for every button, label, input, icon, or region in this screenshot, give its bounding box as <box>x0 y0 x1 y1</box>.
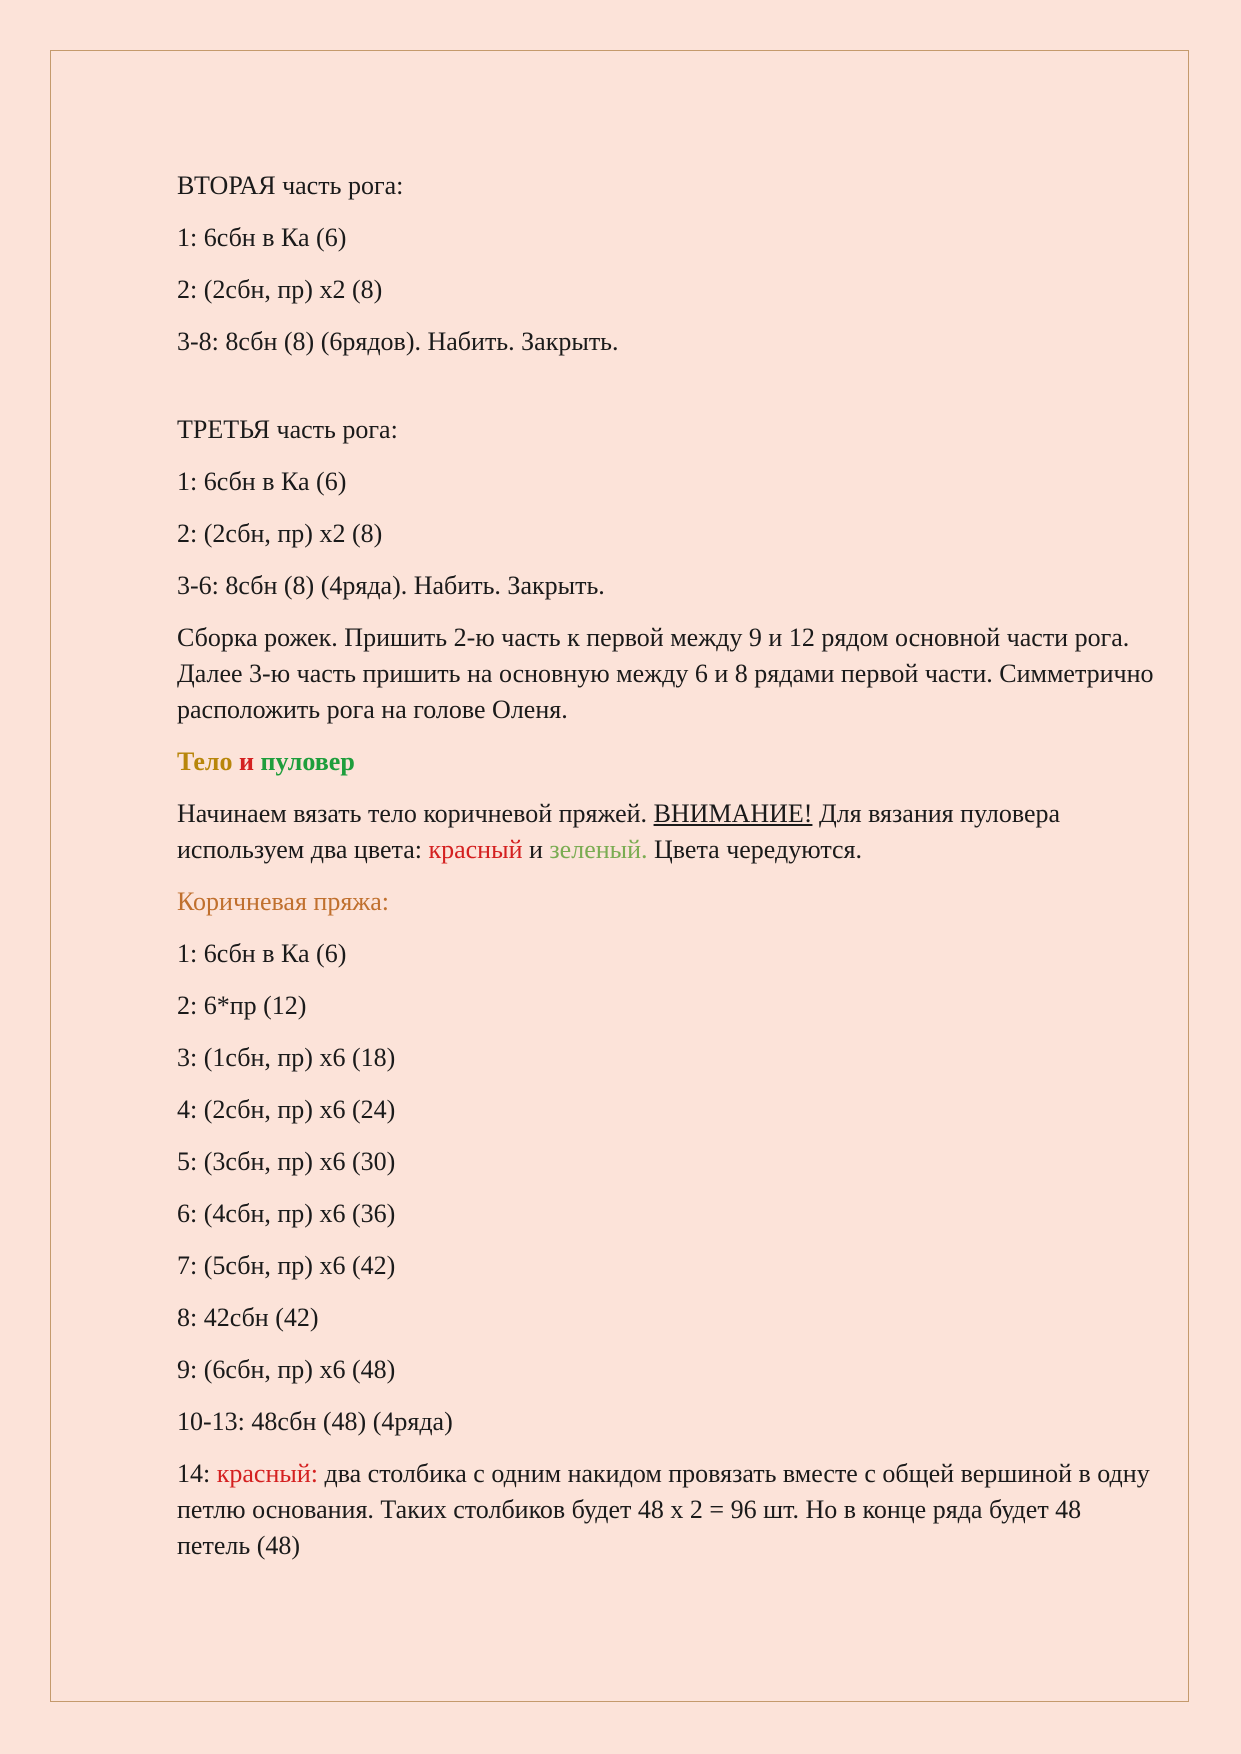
row-14-text: два столбика с одним накидом провязать вместе с общей вершиной в одну петлю основания. Таких столбиков будет 48 х 2 = 96 шт. Но в конце ряда будет 48 петель (48) <box>177 1459 1150 1560</box>
document-body <box>177 168 1157 1580</box>
part2-heading: ВТОРАЯ часть рога: <box>177 171 404 200</box>
assembly-paragraph: Сборка рожек. Пришить 2-ю часть к первой между 9 и 12 рядом основной части рога. Далее 3-ю часть пришить на основную между 6 и 8 рядами первой части. Симметрично расположить рога на голове Оленя. <box>177 623 1154 724</box>
green-color-word: зеленый. <box>549 835 648 864</box>
brown-row-6: 6: (4сбн, пр) х6 (36) <box>177 1199 396 1228</box>
row-14-number: 14: <box>177 1459 211 1488</box>
brown-row-9: 9: (6сбн, пр) х6 (48) <box>177 1355 396 1384</box>
intro-middle: Для вязания пуловера используем два цвета: <box>177 799 1061 864</box>
brown-row-4: 4: (2сбн, пр) х6 (24) <box>177 1095 396 1124</box>
row-14-color: красный: <box>216 1459 318 1488</box>
intro-end: Цвета чередуются. <box>647 835 862 864</box>
red-color-word: красный <box>428 835 523 864</box>
part2-row-2: 2: (2сбн, пр) х2 (8) <box>177 275 383 304</box>
intro-start: Начинаем вязать тело коричневой пряжей. <box>177 799 648 828</box>
brown-row-3: 3: (1сбн, пр) х6 (18) <box>177 1043 396 1072</box>
section-title-and: и <box>238 747 254 776</box>
part3-row-1: 1: 6сбн в Ка (6) <box>177 467 347 496</box>
part2-row-1: 1: 6сбн в Ка (6) <box>177 223 347 252</box>
section-title-body: Тело <box>177 747 233 776</box>
part2-row-3: 3-8: 8сбн (8) (6рядов). Набить. Закрыть. <box>177 327 619 356</box>
intro-paragraph <box>177 796 1157 868</box>
part3-row-2: 2: (2сбн, пр) х2 (8) <box>177 519 383 548</box>
brown-row-5: 5: (3сбн, пр) х6 (30) <box>177 1147 396 1176</box>
part3-heading: ТРЕТЬЯ часть рога: <box>177 415 398 444</box>
brown-row-8: 8: 42сбн (42) <box>177 1303 319 1332</box>
brown-yarn-heading: Коричневая пряжа: <box>177 887 390 916</box>
intro-and: и <box>528 835 543 864</box>
brown-row-1: 1: 6сбн в Ка (6) <box>177 939 347 968</box>
attention-text: ВНИМАНИЕ! <box>653 799 813 828</box>
brown-row-7: 7: (5сбн, пр) х6 (42) <box>177 1251 396 1280</box>
section-title-pullover: пуловер <box>260 747 355 776</box>
brown-row-10-13: 10-13: 48сбн (48) (4ряда) <box>177 1407 453 1436</box>
part3-row-3: 3-6: 8сбн (8) (4ряда). Набить. Закрыть. <box>177 571 605 600</box>
brown-row-2: 2: 6*пр (12) <box>177 991 307 1020</box>
section-title <box>177 744 1157 780</box>
row-14-paragraph <box>177 1456 1157 1564</box>
